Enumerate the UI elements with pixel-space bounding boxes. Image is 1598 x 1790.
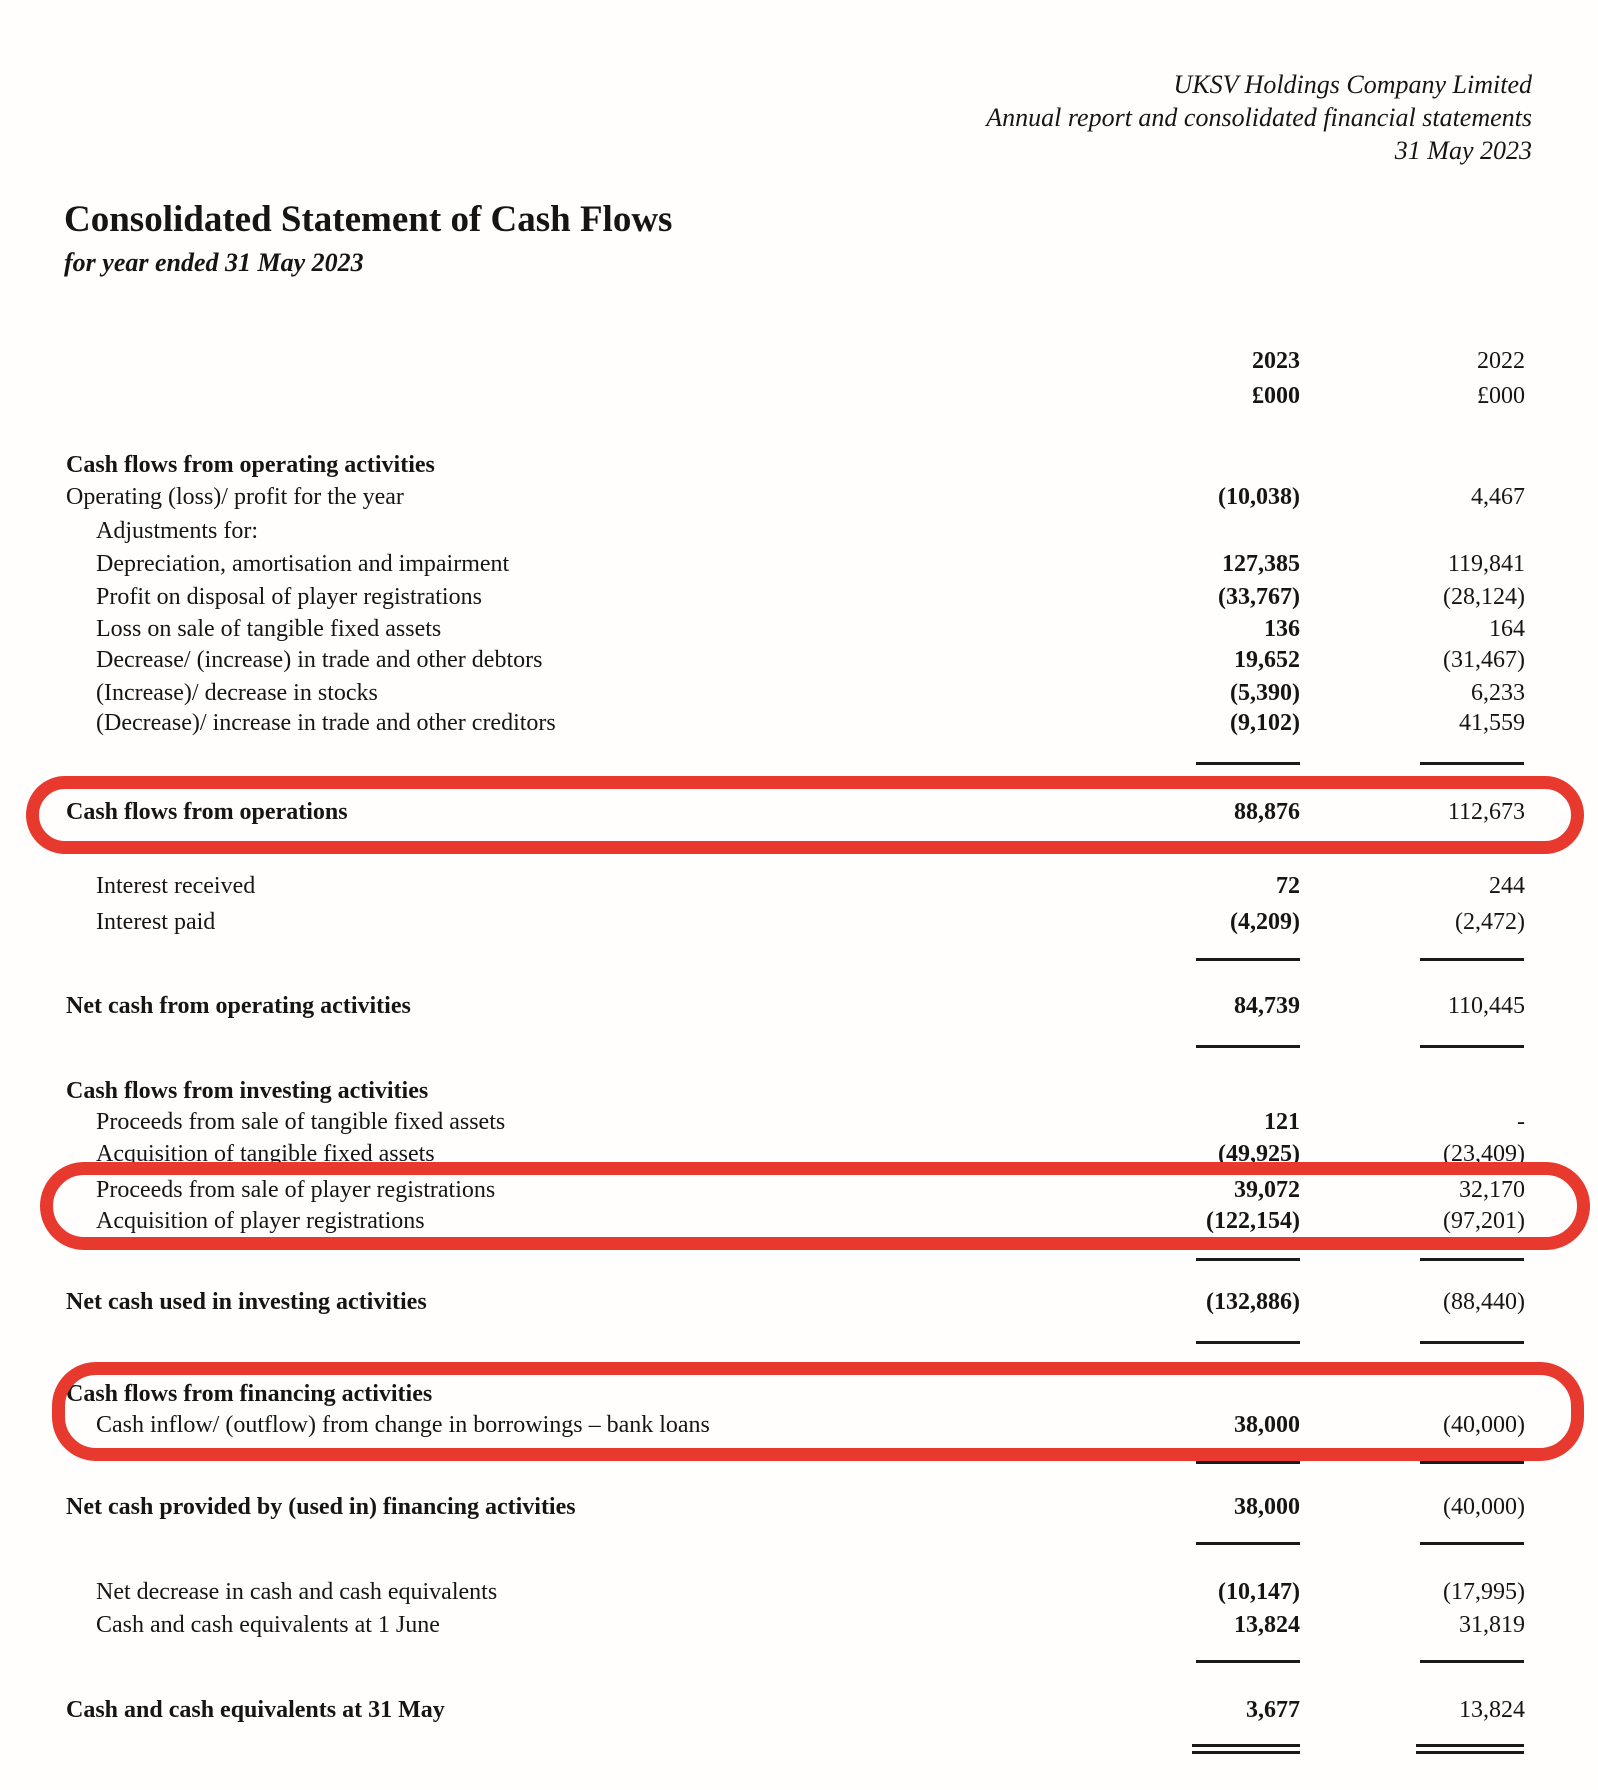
value-2022: 112,673 bbox=[1447, 799, 1525, 825]
row-label: Loss on sale of tangible fixed assets bbox=[96, 616, 442, 642]
row-label: Acquisition of player registrations bbox=[96, 1208, 425, 1234]
rule-col-2023 bbox=[1196, 1542, 1300, 1545]
rule-col-2022 bbox=[1420, 1258, 1524, 1261]
rule-col-2023 bbox=[1196, 1341, 1300, 1344]
column-header-2023: 2023 bbox=[1252, 348, 1300, 374]
row-label: Cash flows from investing activities bbox=[66, 1078, 429, 1104]
rule-col-2022 bbox=[1420, 1461, 1524, 1464]
value-2023: (4,209) bbox=[1230, 909, 1300, 935]
rule-col-2023 bbox=[1196, 1461, 1300, 1464]
double-rule-col-2023 bbox=[1192, 1744, 1300, 1754]
value-2023: 84,739 bbox=[1234, 993, 1300, 1019]
statement-row bbox=[0, 680, 1598, 714]
value-2023: (33,767) bbox=[1218, 584, 1300, 610]
row-label: Operating (loss)/ profit for the year bbox=[66, 484, 404, 510]
row-label: Decrease/ (increase) in trade and other debtors bbox=[96, 647, 543, 673]
page-subtitle: for year ended 31 May 2023 bbox=[64, 248, 364, 277]
value-2023: 3,677 bbox=[1246, 1697, 1300, 1723]
value-2023: (10,038) bbox=[1218, 484, 1300, 510]
statement-row bbox=[0, 710, 1598, 744]
value-2022: (28,124) bbox=[1443, 584, 1525, 610]
value-2022: 110,445 bbox=[1447, 993, 1525, 1019]
value-2023: (5,390) bbox=[1230, 680, 1300, 706]
row-label: Acquisition of tangible fixed assets bbox=[96, 1141, 435, 1167]
value-2022: (97,201) bbox=[1443, 1208, 1525, 1234]
row-label: Net cash from operating activities bbox=[66, 993, 411, 1019]
row-label: Depreciation, amortisation and impairment bbox=[96, 551, 510, 577]
rule-col-2023 bbox=[1196, 1660, 1300, 1663]
rule-col-2022 bbox=[1420, 958, 1524, 961]
value-2022: 41,559 bbox=[1459, 710, 1525, 736]
statement-row bbox=[0, 616, 1598, 650]
value-2022: (31,467) bbox=[1443, 647, 1525, 673]
column-header-2022: 2022 bbox=[1477, 348, 1525, 374]
row-label: Proceeds from sale of player registrations bbox=[96, 1177, 496, 1203]
rule-col-2023 bbox=[1196, 762, 1300, 765]
value-2022: (23,409) bbox=[1443, 1141, 1525, 1167]
value-2023: 38,000 bbox=[1234, 1494, 1300, 1520]
value-2022: (40,000) bbox=[1443, 1412, 1525, 1438]
statement-row bbox=[0, 584, 1598, 618]
rule-col-2022 bbox=[1420, 1660, 1524, 1663]
section-header-row bbox=[0, 1078, 1598, 1112]
highlight-player-registration-rows bbox=[40, 1162, 1590, 1250]
value-2023: (49,925) bbox=[1218, 1141, 1300, 1167]
company-name: UKSV Holdings Company Limited bbox=[1173, 70, 1532, 99]
section-header-row bbox=[0, 452, 1598, 486]
value-2023: (122,154) bbox=[1206, 1208, 1300, 1234]
statement-row bbox=[0, 873, 1598, 907]
value-2022: 119,841 bbox=[1447, 551, 1525, 577]
value-2022: 13,824 bbox=[1459, 1697, 1525, 1723]
statement-row bbox=[0, 647, 1598, 681]
value-2023: 136 bbox=[1264, 616, 1300, 642]
row-label: Cash and cash equivalents at 1 June bbox=[96, 1612, 440, 1638]
row-label: Cash flows from operations bbox=[66, 799, 348, 825]
value-2022: - bbox=[1517, 1109, 1525, 1135]
row-label: Interest paid bbox=[96, 909, 216, 935]
row-label: Cash inflow/ (outflow) from change in borrowings – bank loans bbox=[96, 1412, 710, 1438]
value-2022: 32,170 bbox=[1459, 1177, 1525, 1203]
statement-row bbox=[0, 1289, 1598, 1323]
statement-row bbox=[0, 1494, 1598, 1528]
value-2023: 39,072 bbox=[1234, 1177, 1300, 1203]
value-2023: 121 bbox=[1264, 1109, 1300, 1135]
statement-row bbox=[0, 993, 1598, 1027]
statement-row bbox=[0, 909, 1598, 943]
value-2023: 88,876 bbox=[1234, 799, 1300, 825]
statement-row bbox=[0, 551, 1598, 585]
row-label: Cash flows from operating activities bbox=[66, 452, 435, 478]
value-2023: 38,000 bbox=[1234, 1412, 1300, 1438]
value-2022: (2,472) bbox=[1455, 909, 1525, 935]
value-2022: 164 bbox=[1489, 616, 1525, 642]
row-label: Adjustments for: bbox=[96, 518, 258, 544]
statement-row bbox=[0, 1109, 1598, 1143]
rule-col-2023 bbox=[1196, 958, 1300, 961]
column-unit-2022: £000 bbox=[1477, 383, 1525, 409]
value-2023: (10,147) bbox=[1218, 1579, 1300, 1605]
value-2022: 6,233 bbox=[1471, 680, 1525, 706]
statement-row bbox=[0, 1697, 1598, 1731]
statement-row bbox=[0, 484, 1598, 518]
statement-row bbox=[0, 1612, 1598, 1646]
rule-col-2022 bbox=[1420, 762, 1524, 765]
value-2022: (88,440) bbox=[1443, 1289, 1525, 1315]
statement-row bbox=[0, 518, 1598, 552]
row-label: Net cash used in investing activities bbox=[66, 1289, 427, 1315]
row-label: Interest received bbox=[96, 873, 256, 899]
value-2023: 19,652 bbox=[1234, 647, 1300, 673]
value-2023: (132,886) bbox=[1206, 1289, 1300, 1315]
value-2022: 4,467 bbox=[1471, 484, 1525, 510]
row-label: Net cash provided by (used in) financing activities bbox=[66, 1494, 576, 1520]
value-2022: (17,995) bbox=[1443, 1579, 1525, 1605]
value-2023: 13,824 bbox=[1234, 1612, 1300, 1638]
rule-col-2022 bbox=[1420, 1045, 1524, 1048]
report-date: 31 May 2023 bbox=[1394, 136, 1532, 165]
row-label: Net decrease in cash and cash equivalents bbox=[96, 1579, 498, 1605]
row-label: (Increase)/ decrease in stocks bbox=[96, 680, 378, 706]
document-header bbox=[986, 68, 1532, 167]
value-2022: 31,819 bbox=[1459, 1612, 1525, 1638]
value-2022: 244 bbox=[1489, 873, 1525, 899]
value-2023: 127,385 bbox=[1222, 551, 1300, 577]
row-label: Profit on disposal of player registrations bbox=[96, 584, 482, 610]
value-2023: 72 bbox=[1276, 873, 1300, 899]
column-unit-2023: £000 bbox=[1252, 383, 1300, 409]
rule-col-2022 bbox=[1420, 1542, 1524, 1545]
highlight-cash-flows-from-operations bbox=[26, 776, 1584, 854]
row-label: (Decrease)/ increase in trade and other creditors bbox=[96, 710, 556, 736]
value-2022: (40,000) bbox=[1443, 1494, 1525, 1520]
row-label: Cash and cash equivalents at 31 May bbox=[66, 1697, 445, 1723]
rule-col-2022 bbox=[1420, 1341, 1524, 1344]
rule-col-2023 bbox=[1196, 1045, 1300, 1048]
row-label: Proceeds from sale of tangible fixed assets bbox=[96, 1109, 506, 1135]
report-name: Annual report and consolidated financial statements bbox=[986, 103, 1532, 132]
double-rule-col-2022 bbox=[1416, 1744, 1524, 1754]
page-title: Consolidated Statement of Cash Flows bbox=[64, 199, 673, 240]
row-label: Cash flows from financing activities bbox=[66, 1381, 433, 1407]
value-2023: (9,102) bbox=[1230, 710, 1300, 736]
statement-row bbox=[0, 1579, 1598, 1613]
rule-col-2023 bbox=[1196, 1258, 1300, 1261]
highlight-financing-activities bbox=[52, 1362, 1584, 1461]
